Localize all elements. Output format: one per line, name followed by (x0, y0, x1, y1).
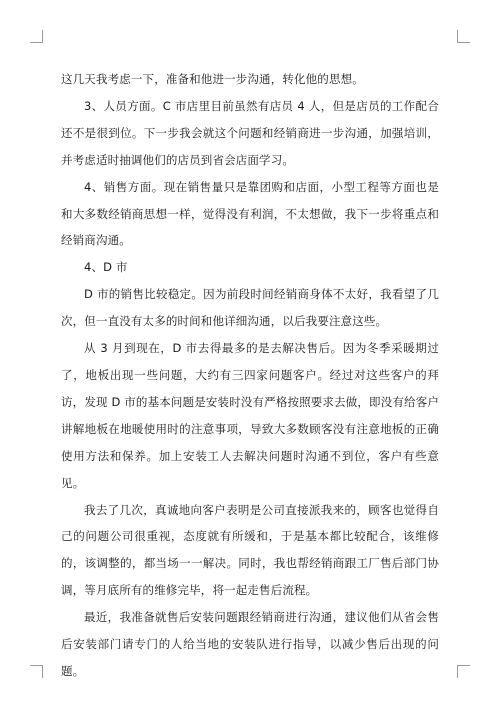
paragraph-recent-plan: 最近，我准备就售后安装问题跟经销商进行沟通，建议他们从省会售后安装部门请专门的人给当地的安装队进行指导，以减少售后出现的问题。 (61, 610, 439, 678)
crop-mark-bottom-right (457, 665, 470, 678)
paragraph-personnel: 3、人员方面。C 市店里目前虽然有店员 4 人，但是店员的工作配合还不是很到位。下一步我会就这个问题和经销商进一步沟通，加强培训，并考虑适时抽调他们的店员到省会店面学习。 (61, 98, 439, 167)
paragraph-visits: 我去了几次，真诚地向客户表明是公司直接派我来的，顾客也觉得自己的问题公司很重视，态度就有所缓和，于是基本都比较配合，该维修的，该调整的，都当场一一解决。同时，我也帮经销商跟工厂售后部门协调，等月底所有的维修完毕，将一起走售后流程。 (61, 502, 439, 598)
section-heading-d-city: 4、D 市 (84, 260, 128, 275)
crop-mark-top-right (457, 30, 470, 43)
paragraph-after-sales: 从 3 月到现在，D 市去得最多的是去解决售后。因为冬季采暖期过了，地板出现一些问题，大约有三四家问题客户。经过对这些客户的拜访，发现 D 市的基本问题是安装时没有严格按照要求去做，即没有给客户讲解地板在地暖使用时的注意事项，导致大多数顾客没有注意地板的正确使用方法和保养。加上安装工人去解决问题时沟通不到位，客户有些意见。 (61, 341, 439, 490)
paragraph-sales: 4、销售方面。现在销售量只是靠团购和店面，小型工程等方面也是和大多数经销商思想一样，觉得没有利润，不太想做，我下一步将重点和经销商沟通。 (61, 179, 439, 248)
paragraph-continuation: 这几天我考虑一下，准备和他进一步沟通，转化他的思想。 (61, 72, 364, 86)
crop-mark-bottom-left (30, 665, 43, 678)
paragraph-d-city-sales: D 市的销售比较稳定。因为前段时间经销商身体不太好，我看望了几次，但一直没有太多的时间和他详细沟通，以后我要注意这些。 (61, 287, 439, 329)
crop-mark-top-left (30, 30, 43, 43)
document-body (61, 66, 439, 685)
